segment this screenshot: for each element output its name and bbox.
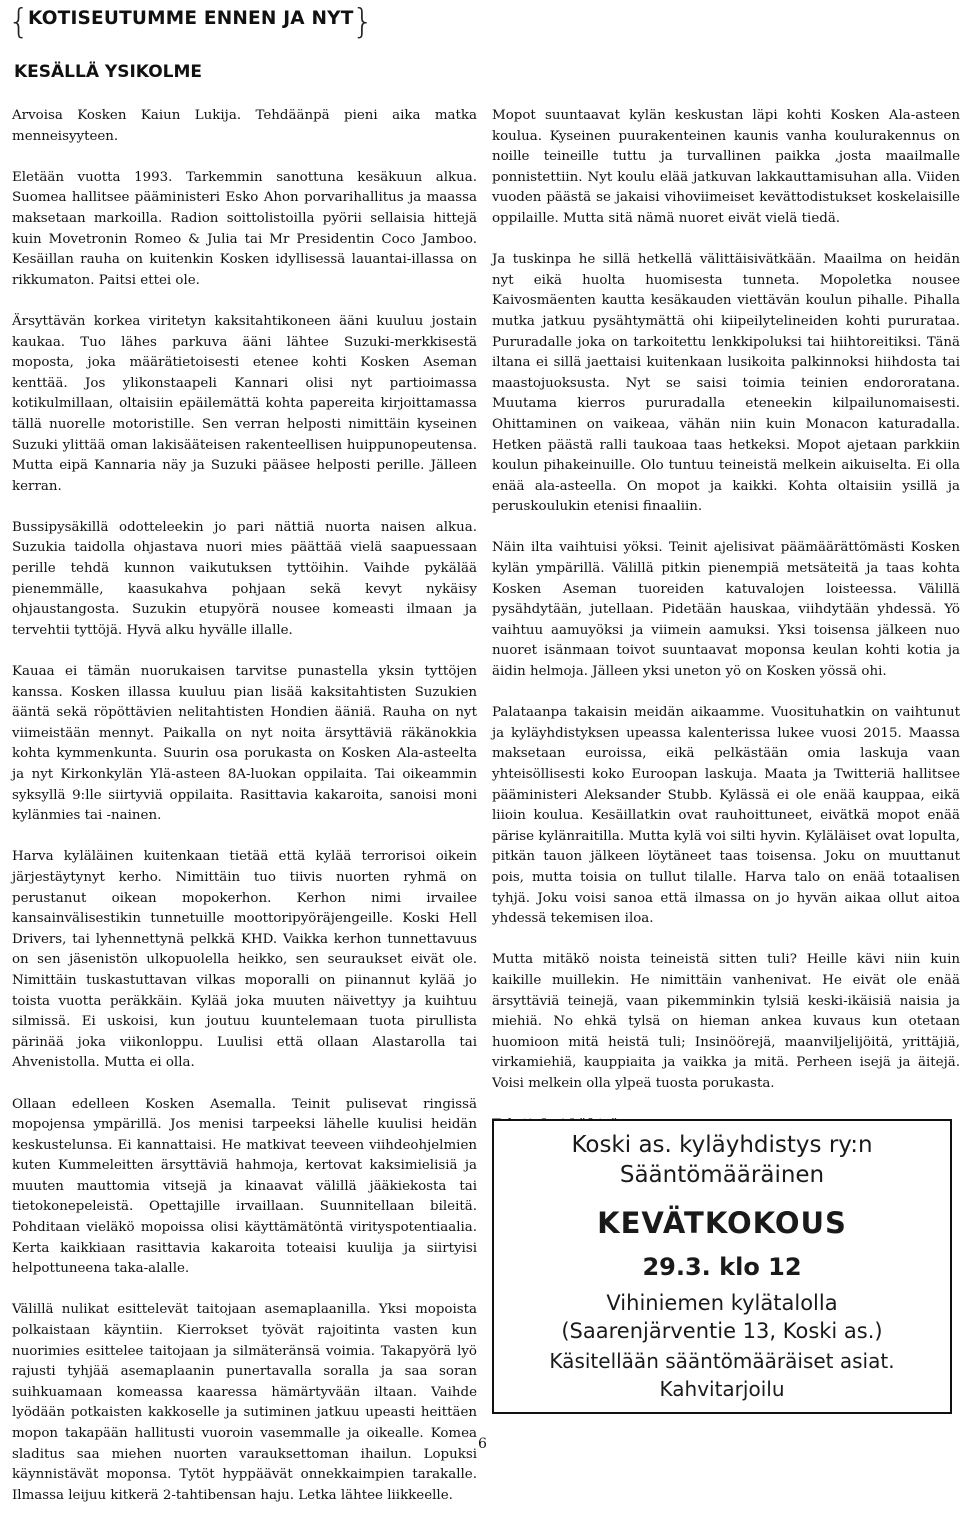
paragraph: Kauaa ei tämän nuorukaisen tarvitse punastella yksin tyttöjen kanssa. Kosken illassa kuuluu pian lisää kaksitahtisten Suzukien ääntä sekä röpöttävien nelitahtisten Hondien ääniä. Rauha on nyt viimeistään mennyt. Paikalla on nyt noita ärsyttäviä räkänokkia kohta kymmenkunta. Suurin osa porukasta on Kosken Ala-asteelta ja nyt Kirkonkylän Ylä-asteen 8A-luokan oppilaita. Tai oikeammin syksyllä 9:lle siirtyviä oppilaita. Rasittavia kakaroita, sanoisi moni kylänmies tai -nainen.	[12, 664, 477, 824]
article-title: KESÄLLÄ YSIKOLME	[14, 62, 203, 82]
paragraph: Mutta mitäkö noista teineistä sitten tuli? Heille kävi niin kuin kaikille muillekin. He nimittäin vanhenivat. He eivät ole enää ärsyttäviä teinejä, vaan pikemminkin tylsiä keski-ikäisiä naisia ja miehiä. No ehkä tylsä on hieman ankea kuvaus kun otetaan huomioon mitä heistä tuli; Insinöörejä, maanviljelijöitä, yrittäjiä, virkamiehiä, kauppiaita ja vaikka ja mitä. Perheen isejä ja äitejä. Voisi melkein olla ylpeä tuosta porukasta.	[492, 952, 960, 1091]
page-number: 6	[478, 1436, 487, 1452]
paragraph: Ollaan edelleen Kosken Asemalla. Teinit pulisevat ringissä mopojensa ympärillä. Jos menisi tarpeeksi lähelle kuulisi heidän keskustelunsa. Ei kannattaisi. He matkivat teeveen viihdeohjelmien kuten Kummeleitten ärsyttäviä hahmoja, kertovat kaksimielisiä ja muuten mauttomia vitsejä ja kinaavat välillä jääkiekosta tai tietokonepeleistä. Opettajille irvaillaan. Suunnitellaan bileitä. Pohditaan vieläkö mopoissa olisi käyttämätöntä virityspotentiaalia. Kerta kaikkiaan rasittavia kakaroita toteaisi kuulija ja siirtyisi helpottuneena taka-alalle.	[12, 1096, 477, 1277]
right-brace-ornament: }	[352, 2, 374, 42]
notice-address: (Saarenjärventie 13, Koski as.)	[561, 1319, 883, 1343]
paragraph: Mopot suuntaavat kylän keskustan läpi kohti Kosken Ala-asteen koulua. Kyseinen puurakenteinen kaunis vanha koulurakennus on noille teineille tuttu ja turvallinen paikka ,josta maailmalle ponnistettiin. Nyt koulu elää jatkuvan lakkauttamisuhan alla. Viiden vuoden päästä se jakaisi vihoviimeiset kevättodistukset koskelaisille oppilaille. Mutta sitä nämä nuoret eivät vielä tiedä.	[492, 108, 960, 226]
right-column	[492, 106, 960, 1156]
paragraph: Ärsyttävän korkea viritetyn kaksitahtikoneen ääni kuuluu jostain kaukaa. Tuo lähes parkuva ääni lähtee Suzuki-merkkisestä moposta, joka määrätietoisesti etenee kohti Kosken Aseman kenttää. Jos ylikonstaapeli Kannari olisi nyt partioimassa kotikulmillaan, oltaisiin epäilemättä kohta papereita kirjoittamassa tällä nuorelle motoristille. Sen verran helposti nimittäin kyseinen Suzuki ylittää oman lakisääteisen rakenteellisen huippunopeutensa. Mutta eipä Kannaria näy ja Suzuki pääsee helposti perille. Jälleen kerran.	[12, 313, 477, 494]
paragraph: Arvoisa Kosken Kaiun Lukija. Tehdäänpä pieni aika matka menneisyyteen.	[12, 108, 477, 144]
paragraph: Eletään vuotta 1993. Tarkemmin sanottuna kesäkuun alkua. Suomea hallitsee pääministeri Esko Ahon porvarihallitus ja maassa maksetaan markoilla. Radion soittolistoilla pyörii sellaisia hittejä kuin Movetronin Romeo & Julia tai Mr Presidentin Coco Jamboo. Kesäillan rauha on kuitenkin Kosken idyllisessä lauantai-illassa on rikkumaton. Paitsi ettei ole.	[12, 169, 477, 288]
meeting-notice-box	[492, 1119, 952, 1414]
paragraph: Bussipysäkillä odotteleekin jo pari nättiä nuorta naisen alkua. Suzukia taidolla ohjastava nuori mies päättää vielä saapuessaan perille tehdä kunnon vaikutuksen tyttöihin. Vaihde pykälää pienemmälle, kaasukahva pohjaan sekä kevyt nykäisy ohjaustangosta. Suzukin etupyörä nousee komeasti ilmaan ja tervehtii tyttöjä. Hyvä alku hyvälle illalle.	[12, 519, 477, 638]
paragraph: Palataanpa takaisin meidän aikaamme. Vuosituhatkin on vaihtunut ja kyläyhdistyksen upeassa kalenterissa lukee vuosi 2015. Maassa maksetaan euroissa, eikä pelkästään omia laskuja vaan yhteisöllisesti koko Euroopan laskuja. Maata ja Twitteriä hallitsee pääministeri Aleksander Stubb. Kylässä ei ole enää kauppaa, eikä liioin koulua. Kesäillatkin ovat rauhoittuneet, eivätkä mopot enää pärise kylänraitilla. Mutta kylä voi silti hyvin. Kyläläiset ovat lopulta, pitkän tauon jälkeen löytäneet taas toisensa. Joku on muuttanut pois, mutta toisia on tullut tilalle. Harva talo on enää totaalisen tyhjä. Joku voisi sanoa että ilmassa on jo hyvän aikaa ollut aitoa yhdessä tekemisen iloa.	[492, 705, 960, 927]
paragraph: Ja tuskinpa he sillä hetkellä välittäisivätkään. Maailma on heidän nyt eikä huolta huomisesta tunneta. Mopoletka nousee Kaivosmäenten kautta kesäkauden viettävän koulun pihalle. Pihalla mutka jatkuu pysähtymättä ohi kiipeilytelineiden kohti pururataa. Pururadalle joka on tarkoitettu lenkkipoluksi tai hiihtoreitiksi. Tänä iltana ei sillä jaettaisi kuitenkaan lusikoita palkinnoksi hiihdosta tai maastojuoksusta. Nyt se saisi toimia teinien endororatana. Muutama kierros pururadalla eteneekin kilpailunomaisesti. Ohittaminen on vaikeaa, vähän niin kuin Monacon katuradalla. Hetken päästä ralli taukoaa taas hetkeksi. Mopot ajetaan parkkiin koulun pihakeinuille. Olo tuntuu teineistä melkein aikuiselta. Ei olla enää ala-asteella. On mopot ja kaikki. Kohta oltaisiin ysillä ja peruskoulukin etenisi finaaliin.	[492, 252, 960, 515]
notice-meeting-type: Sääntömääräinen	[619, 1162, 825, 1188]
left-column	[12, 106, 477, 1527]
notice-date-time: 29.3. klo 12	[642, 1253, 802, 1281]
notice-agenda: Käsitellään sääntömääräiset asiat.	[549, 1349, 895, 1373]
page-header	[8, 2, 374, 42]
notice-venue: Vihiniemen kylätalolla	[606, 1291, 838, 1315]
paragraph: Harva kyläläinen kuitenkaan tietää että kylää terrorisoi oikein järjestäytynyt kerho. Nimittäin tuo tiivis nuorten ryhmä on perustanut oikean mopokerhon. Kerhon nimi irvailee kansainvälisestikin tunnetuille moottoripyöräjengeille. Koski Hell Drivers, tai lyhennettynä pelkkä KHD. Vaikka kerhon tunnettavuus on sen jäsenistön ulkopuolella heikko, sen seuraukset eivät ole. Nimittäin tuskastuttavan vilkas moporalli on piinannut kylää jo toista vuotta peräkkäin. Kylää joka muuten näivettyy ja kuihtuu silmissä. Ei uskoisi, kun joutuu kuuntelemaan tuota pirullista pärinää joka viikonloppu. Luulisi että ollaan Alastarolla tai Ahvenistolla. Mutta ei olla.	[12, 849, 477, 1071]
notice-refreshments: Kahvitarjoilu	[659, 1377, 785, 1401]
notice-organization: Koski as. kyläyhdistys ry:n	[571, 1132, 873, 1158]
section-title: KOTISEUTUMME ENNEN JA NYT	[28, 8, 354, 29]
paragraph: Näin ilta vaihtuisi yöksi. Teinit ajelisivat päämäärättömästi Kosken kylän ympärillä. Välillä pitkin pienempiä metsäteitä ja taas kohta Kosken Aseman tuoreiden katuvalojen loisteessa. Välillä pysähdytään, jutellaan. Pidetään hauskaa, viihdytään yhdessä. Yö vaihtuu aamuyöksi ja viimein aamuksi. Yksi toisensa jälkeen nuo nuoret isänmaan toivot suuntaavat moponsa keulan kohti kotia ja äidin helmoja. Jälleen yksi uneton yö on Kosken yössä ohi.	[492, 540, 960, 680]
left-brace-ornament: {	[8, 2, 30, 42]
paragraph: Välillä nulikat esittelevät taitojaan asemaplaanilla. Yksi mopoista polkaistaan käyntiin. Kierrokset työvät rajoitinta vasten kun nuorimies esittelee taitojaan ja silmäteränsä voimia. Takapyörä lyö rajusti tyhjää asemaplaanin punertavalla soralla ja saa soran suihkuamaan komeassa kaaressa hämärtyvään iltaan. Vaihde lyödään potkaisten kakkoselle ja sutiminen jatkuu upeasti heittäen mopon takapään hallitusti vuoroin vasemmalle ja oikealle. Komea sladitus saa miehen nuorten varauksettoman ihailun. Lopuksi käynnistävät moponsa. Tytöt hyppäävät onnekkaimpien tarakalle. Ilmassa leijuu kitkerä 2-tahtibensan haju. Letka lähtee liikkeelle.	[12, 1302, 477, 1503]
notice-heading: KEVÄTKOKOUS	[597, 1206, 847, 1240]
